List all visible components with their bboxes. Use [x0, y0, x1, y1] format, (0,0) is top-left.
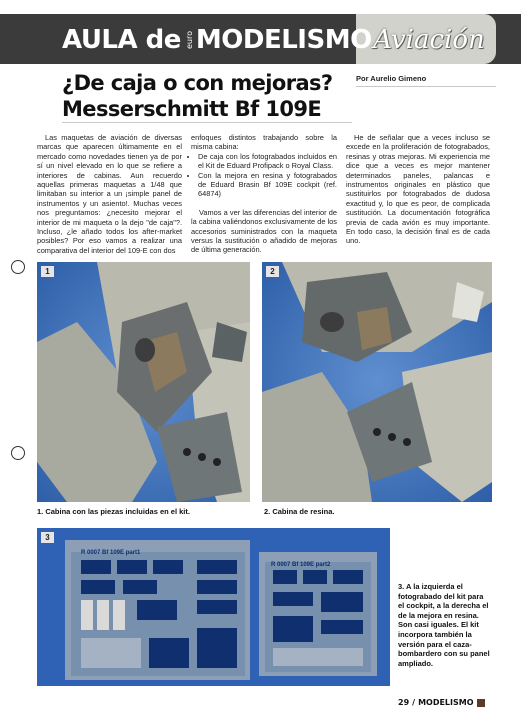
- modelismo-logo: MODELISMO: [195, 25, 372, 55]
- body-column-2: [191, 133, 337, 255]
- footer-magazine-name: MODELISMO: [418, 698, 474, 707]
- body-column-1: [37, 133, 182, 255]
- article-title: [62, 70, 352, 122]
- footer-separator: /: [412, 698, 416, 707]
- body-paragraph: Vamos a ver las diferencias del interior de la cabina valiéndonos exclusivamente de los accesorios suministrados con la maqueta versus la sustitución o añadido de mejoras de última generación.: [191, 207, 337, 255]
- photo-resin-cockpit-image: [262, 262, 492, 502]
- title-line-1: ¿De caja o con mejoras?: [62, 71, 333, 95]
- aula-label: AULA de: [62, 25, 181, 55]
- photo-number-badge: 2: [266, 266, 279, 277]
- page-number: 29: [398, 698, 410, 707]
- photo-resin-cockpit: [262, 262, 492, 502]
- body-paragraph: He de señalar que a veces incluso se excede en la proliferación de fotograbados, resinas y otras mejoras. Mi experiencia me dice que a veces es mejor mantener determinados paneles, palancas e instrumentos originales en plástico que sustituirlos por fotograbados de dudosa exactitud y, lo que es peor, de complicada sustitución. La documentación fotográfica previa de cada avión es muy importante. En todo caso, la decisión final es de cada uno.: [346, 133, 490, 246]
- euro-label: euro: [184, 31, 194, 49]
- footer-square-icon: [477, 699, 485, 707]
- photo-kit-cockpit-image: [37, 262, 250, 502]
- photo-photoetch-frets: [37, 528, 390, 686]
- body-paragraph: Las maquetas de aviación de diversas marcas que aparecen últimamente en el mercado como novedades tienen ya de por sí un nivel elevado en lo que se refiere a interiores de cabinas. Aun recuerdo aquellas primeras maquetas a 1/48 que limitaban su interior a un ¡simple panel de instrumentos y un asiento!. Muchas veces nos preguntamos: ¿necesito mejorar el interior de mi maqueta o la dejo "de caja"?. Incluso, ¿le añado todos los after-market posibles? Por eso vamos a realizar una comparativa del interior del 109-E con dos: [37, 133, 182, 255]
- binder-hole: [11, 446, 25, 460]
- caption-photo-1: 1. Cabina con las piezas incluidas en el kit.: [37, 507, 190, 516]
- author-byline: Por Aurelio Gimeno: [356, 74, 427, 83]
- binder-hole: [11, 260, 25, 274]
- page-footer: [398, 698, 485, 707]
- title-divider: [62, 122, 352, 123]
- photo-number-badge: 3: [41, 532, 54, 543]
- bullet-list: [191, 152, 337, 199]
- photo-number-badge: 1: [41, 266, 54, 277]
- title-line-2: Messerschmitt Bf 109E: [62, 97, 322, 121]
- body-paragraph: enfoques distintos trabajando sobre la misma cabina:: [191, 133, 337, 152]
- author-divider: [356, 86, 496, 87]
- caption-photo-3: 3. A la izquierda el fotograbado del kit para el cockpit, a la derecha el de la mejora en resina. Son casi iguales. El kit incorpora también la versión para el caza-bombardero con su panel ampliado.: [398, 582, 490, 668]
- caption-photo-2: 2. Cabina de resina.: [264, 507, 335, 516]
- section-name: Aviación: [373, 25, 485, 55]
- bullet-item: • De caja con los fotograbados incluidos en el Kit de Eduard Profipack o Royal Class.: [198, 152, 337, 171]
- magazine-section-title: [62, 20, 372, 60]
- bullet-item: • Con la mejora en resina y fotograbados de Eduard Brasin Bf 109E cockpit (ref. 64874): [198, 171, 337, 199]
- fret-left-label: R 0007 Bf 109E part1: [81, 550, 141, 556]
- photo-kit-cockpit: [37, 262, 250, 502]
- body-column-3: [346, 133, 490, 246]
- fret-right-label: R 0007 Bf 109E part2: [271, 562, 331, 568]
- photo-photoetch-frets-image: [37, 528, 390, 686]
